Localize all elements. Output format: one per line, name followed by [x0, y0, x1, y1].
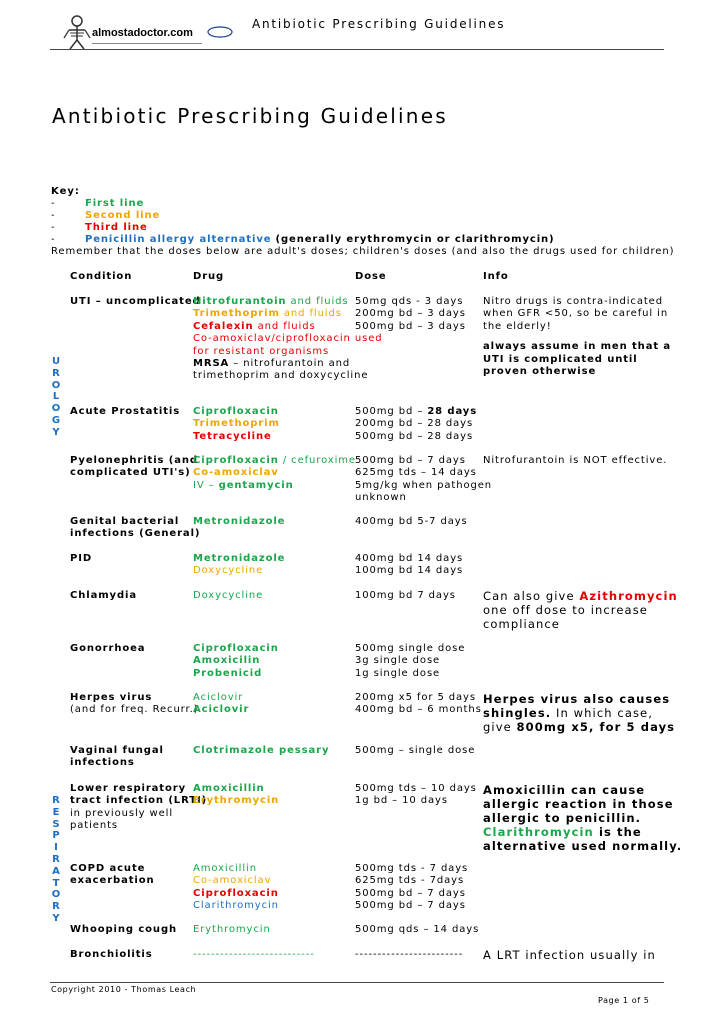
doses-herpes: 200mg x5 for 5 days 400mg bd – 6 months — [355, 692, 482, 716]
doses-genital: 400mg bd 5-7 days — [355, 516, 468, 527]
condition-gonorrhoea: Gonorrhoea — [70, 643, 146, 654]
doses-uti: 50mg qds - 3 days 200mg bd – 3 days 500mg bd – 3 days — [355, 296, 466, 332]
drugs-whooping-cough: Erythromycin — [193, 924, 271, 935]
header-divider — [50, 49, 664, 50]
footer-page-number: Page 1 of 5 — [598, 996, 650, 1005]
doses-copd: 500mg tds - 7 days 625mg tds - 7days 500mg bd – 7 days 500mg bd – 7 days — [355, 863, 469, 912]
col-dose: Dose — [355, 271, 387, 282]
condition-bronchiolitis: Bronchiolitis — [70, 949, 153, 960]
info-pyelonephritis: Nitrofurantoin is NOT effective. — [483, 455, 668, 466]
stethoscope-icon — [205, 25, 235, 39]
section-label-respiratory: R E S P I R A T O R Y — [51, 795, 61, 924]
condition-prostatitis: Acute Prostatitis — [70, 406, 181, 417]
doses-pyelonephritis: 500mg bd – 7 days 625mg tds – 14 days 5mg/kg when pathogen unknown — [355, 455, 493, 504]
drugs-pid: Metronidazole Doxycycline — [193, 553, 286, 577]
doses-gonorrhoea: 500mg single dose 3g single dose 1g single dose — [355, 643, 466, 679]
doses-pid: 400mg bd 14 days 100mg bd 14 days — [355, 553, 464, 577]
drugs-copd: Amoxicillin Co-amoxiclav Ciprofloxacin Clarithromycin — [193, 863, 279, 912]
site-logo — [60, 14, 260, 50]
col-info: Info — [483, 271, 509, 282]
logo-underline — [92, 43, 202, 44]
header-title: Antibiotic Prescribing Guidelines — [252, 17, 506, 31]
col-drug: Drug — [193, 271, 225, 282]
info-herpes: Herpes virus also causes shingles. In which case, give 800mg x5, for 5 days — [483, 692, 676, 734]
key-item-allergy: - Penicillin allergy alternative (generally erythromycin or clarithromycin) — [51, 234, 555, 245]
doses-chlamydia: 100mg bd 7 days — [355, 590, 456, 601]
drugs-lrti: Amoxicillin Erythromycin — [193, 783, 280, 807]
key-item-second: - Second line — [51, 210, 161, 221]
page-title: Antibiotic Prescribing Guidelines — [52, 104, 448, 128]
drugs-pyelonephritis: Ciprofloxacin / cefuroxime Co-amoxiclav IV – gentamycin — [193, 455, 356, 491]
drugs-prostatitis: Ciprofloxacin Trimethoprim Tetracycline — [193, 406, 280, 442]
drugs-chlamydia: Doxycycline — [193, 590, 264, 601]
doses-bronchiolitis: ------------------------ — [355, 949, 464, 960]
condition-vaginal: Vaginal fungal infections — [70, 745, 164, 769]
info-lrti: Amoxicillin can cause allergic reaction in those allergic to penicillin. Clarithromycin is the alternative used normally. — [483, 783, 683, 853]
col-condition: Condition — [70, 271, 133, 282]
condition-lrti: Lower respiratory tract infection (LRTI) in previously well patients — [70, 783, 208, 832]
section-label-urology: U R O L O G Y — [51, 356, 61, 438]
logo-text: almostadoctor.com — [92, 27, 193, 39]
footer-divider — [50, 982, 664, 983]
condition-pyelonephritis: Pyelonephritis (and complicated UTI's) — [70, 455, 198, 479]
condition-pid: PID — [70, 553, 93, 564]
doses-prostatitis: 500mg bd – 28 days 200mg bd – 28 days 500mg bd – 28 days — [355, 406, 478, 442]
drugs-gonorrhoea: Ciprofloxacin Amoxicilin Probenicid — [193, 643, 279, 679]
doses-vaginal: 500mg – single dose — [355, 745, 476, 756]
key-item-first: - First line — [51, 198, 145, 209]
condition-uti: UTI – uncomplicated — [70, 296, 201, 307]
drugs-bronchiolitis: --------------------------- — [193, 949, 315, 960]
info-bronchiolitis: A LRT infection usually in — [483, 948, 656, 962]
doses-lrti: 500mg tds – 10 days 1g bd – 10 days — [355, 783, 477, 807]
key-item-third: - Third line — [51, 222, 148, 233]
drugs-genital: Metronidazole — [193, 516, 286, 527]
condition-whooping-cough: Whooping cough — [70, 924, 178, 935]
condition-genital: Genital bacterial infections (General) — [70, 516, 201, 540]
info-uti: Nitro drugs is contra-indicated when GFR <50, so be careful in the elderly! always assume in men that a UTI is complicated until proven otherwise — [483, 296, 672, 378]
key-label: Key: — [51, 186, 80, 197]
condition-herpes: Herpes virus (and for freq. Recurr.) — [70, 692, 199, 716]
condition-chlamydia: Chlamydia — [70, 590, 138, 601]
condition-copd: COPD acute exacerbation — [70, 863, 155, 887]
info-chlamydia: Can also give Azithromycin one off dose to increase compliance — [483, 589, 678, 631]
drugs-uti: Nitrofurantoin and fluids Trimethoprim and fluids Cefalexin and fluids Co-amoxiclav/ciprofloxacin used for resistant organisms MRSA – nitrofurantoin and trimethoprim and doxycycline — [193, 296, 383, 382]
footer-copyright: Copyright 2010 - Thomas Leach — [51, 985, 197, 994]
doses-whooping-cough: 500mg qds – 14 days — [355, 924, 480, 935]
remember-note: Remember that the doses below are adult's doses; children's doses (and also the drugs used for children) — [51, 246, 675, 257]
drugs-herpes: Aciclovir Aciclovir — [193, 692, 250, 716]
drugs-vaginal: Clotrimazole pessary — [193, 745, 330, 756]
skeleton-icon — [60, 14, 94, 50]
